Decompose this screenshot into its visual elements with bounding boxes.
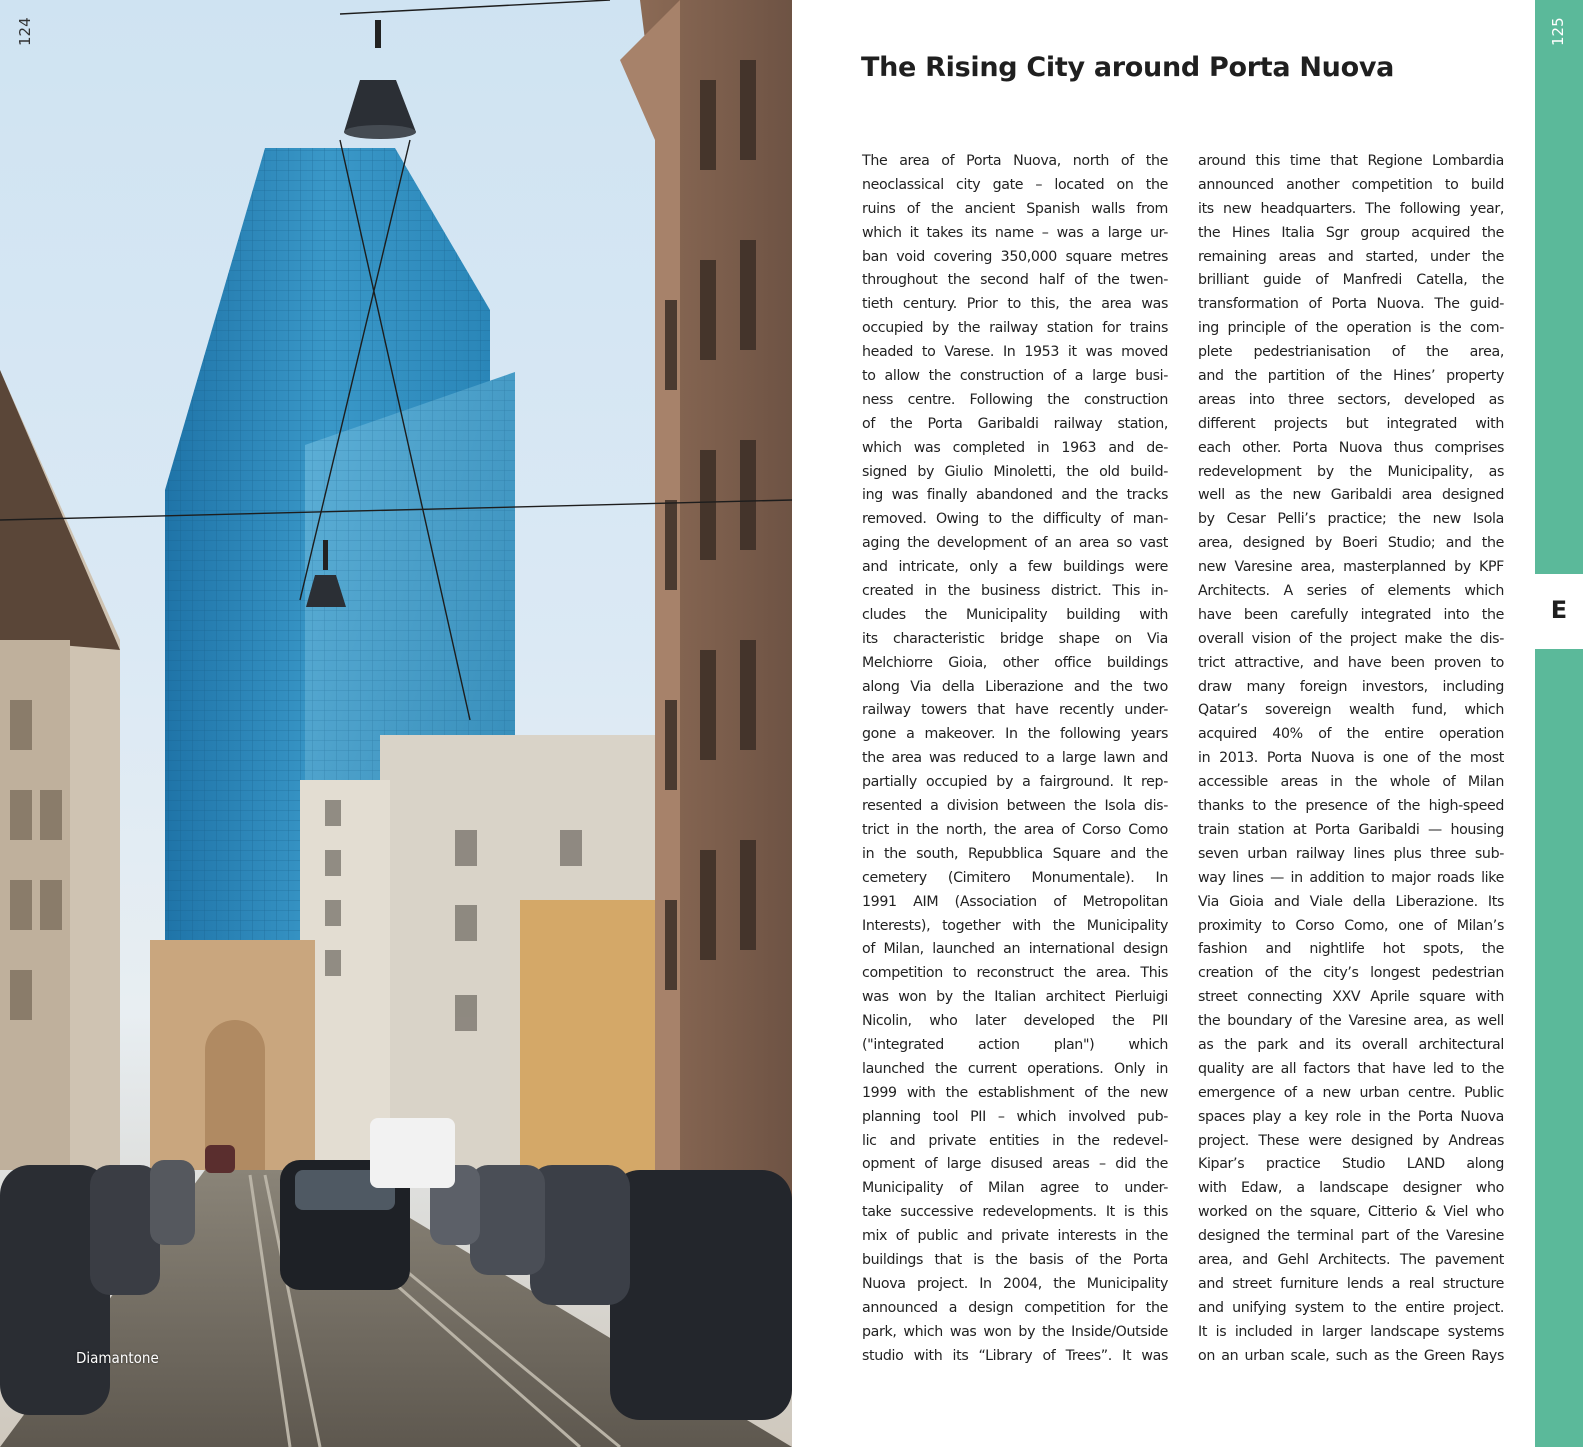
text-line: new Varesine area, masterplanned by KPF [1198, 559, 1504, 576]
text-line: street connecting XXV Aprile square with [1198, 989, 1504, 1006]
text-line: areas into three sectors, developed as [1198, 391, 1504, 408]
text-line: ing principle of the operation is the com- [1198, 320, 1504, 337]
text-line: remaining areas and started, under the [1198, 248, 1504, 265]
text-line: competition to reconstruct the area. This [862, 965, 1168, 982]
text-line: thanks to the presence of the high-speed [1198, 798, 1504, 815]
text-line: emergence of a new urban centre. Public [1198, 1084, 1504, 1101]
text-line: created in the business district. This in- [862, 583, 1168, 600]
text-line: It is included in larger landscape systems [1198, 1323, 1504, 1340]
text-line: neoclassical city gate – located on the [862, 176, 1168, 193]
section-letter: E [1550, 596, 1568, 624]
text-line: which was completed in 1963 and de- [862, 439, 1168, 456]
text-line: Nicolin, who later developed the PII [862, 1013, 1168, 1030]
text-line: Municipality of Milan agree to under- [862, 1180, 1168, 1197]
text-line: resented a division between the Isola dis- [862, 798, 1168, 815]
street-lamp-top [344, 20, 416, 139]
text-line: on an urban scale, such as the Green Rays [1198, 1347, 1504, 1364]
text-line: to allow the construction of a large busi- [862, 368, 1168, 385]
text-line: plete pedestrianisation of the area, [1198, 344, 1504, 361]
article-title: The Rising City around Porta Nuova [861, 52, 1395, 83]
text-line: Via Gioia and Viale della Liberazione. Its [1198, 893, 1504, 910]
text-line: acquired 40% of the entire operation [1198, 726, 1504, 743]
text-column-left [862, 150, 1168, 1368]
text-line: trict attractive, and have been proven to [1198, 654, 1504, 671]
text-line: project. These were designed by Andreas [1198, 1132, 1504, 1149]
text-line: 1991 AIM (Association of Metropolitan [862, 893, 1168, 910]
text-line: mix of public and private interests in the [862, 1228, 1168, 1245]
photo-caption: Diamantone [76, 1349, 159, 1367]
text-line: studio with its “Library of Trees”. It was [862, 1347, 1168, 1364]
text-line: Melchiorre Gioia, other office buildings [862, 654, 1168, 671]
text-line: redevelopment by the Municipality, as [1198, 463, 1504, 480]
text-line: removed. Owing to the difficulty of man- [862, 511, 1168, 528]
text-line: trict in the north, the area of Corso Como [862, 821, 1168, 838]
text-line: The area of Porta Nuova, north of the [862, 153, 1168, 169]
text-line: headed to Varese. In 1953 it was moved [862, 344, 1168, 361]
text-line: the Hines Italia Sgr group acquired the [1198, 224, 1504, 241]
text-line: Architects. A series of elements which [1198, 583, 1504, 600]
left-buildings [0, 370, 120, 1170]
text-line: draw many foreign investors, including [1198, 678, 1504, 695]
text-line: and intricate, only a few buildings were [862, 559, 1168, 576]
page-number-right: 125 [1549, 17, 1567, 46]
text-line: accessible areas in the whole of Milan [1198, 774, 1504, 791]
page-number-left: 124 [16, 17, 34, 46]
text-line: its characteristic bridge shape on Via [862, 630, 1168, 647]
text-line: announced a design competition for the [862, 1299, 1168, 1316]
text-line: the boundary of the Varesine area, as well [1198, 1013, 1504, 1030]
text-line: have been carefully integrated into the [1198, 606, 1504, 623]
text-line: worked on the square, Citterio & Viel who [1198, 1204, 1504, 1221]
text-line: ness centre. Following the construction [862, 391, 1168, 408]
text-line: around this time that Regione Lombardia [1198, 153, 1504, 169]
text-line: with Edaw, a landscape designer who [1198, 1180, 1504, 1197]
text-line: ruins of the ancient Spanish walls from [862, 200, 1168, 217]
text-line: transformation of Porta Nuova. The guid- [1198, 296, 1504, 313]
text-line: take successive redevelopments. It is this [862, 1204, 1168, 1221]
text-line: fashion and nightlife hot spots, the [1198, 941, 1504, 958]
text-line: of Milan, launched an international design [862, 941, 1168, 958]
text-line: ("integrated action plan") which [862, 1036, 1168, 1053]
text-line: was won by the Italian architect Pierluigi [862, 989, 1168, 1006]
text-line: Nuova project. In 2004, the Municipality [862, 1275, 1168, 1292]
text-line: Qatar’s sovereign wealth fund, which [1198, 702, 1504, 719]
text-line: aging the development of an area so vast [862, 535, 1168, 552]
text-line: gone a makeover. In the following years [862, 726, 1168, 743]
text-line: Interests), together with the Municipality [862, 917, 1168, 934]
text-line: train station at Porta Garibaldi — housing [1198, 821, 1504, 838]
text-line: each other. Porta Nuova thus comprises [1198, 439, 1504, 456]
text-line: throughout the second half of the twen- [862, 272, 1168, 289]
text-line: and the partition of the Hines’ property [1198, 368, 1504, 385]
text-line: way lines — in addition to major roads like [1198, 869, 1504, 886]
text-line: along Via della Liberazione and the two [862, 678, 1168, 695]
text-page [792, 0, 1583, 1447]
text-line: by Cesar Pelli’s practice; the new Isola [1198, 511, 1504, 528]
text-line: brilliant guide of Manfredi Catella, the [1198, 272, 1504, 289]
text-line: the area was reduced to a large lawn and [862, 750, 1168, 767]
text-line: ban void covering 350,000 square metres [862, 248, 1168, 265]
text-line: occupied by the railway station for trains [862, 320, 1168, 337]
text-line: of the Porta Garibaldi railway station, [862, 415, 1168, 432]
text-line: partially occupied by a fairground. It rep- [862, 774, 1168, 791]
text-line: spaces play a key role in the Porta Nuova [1198, 1108, 1504, 1125]
text-line: lic and private entities in the redevel- [862, 1132, 1168, 1149]
text-line: its new headquarters. The following year, [1198, 200, 1504, 217]
text-line: creation of the city’s longest pedestrian [1198, 965, 1504, 982]
text-column-right [1198, 150, 1504, 1368]
text-line: cludes the Municipality building with [862, 606, 1168, 623]
text-line: announced another competition to build [1198, 176, 1504, 193]
text-line: seven urban railway lines plus three sub- [1198, 845, 1504, 862]
text-line: planning tool PII – which involved pub- [862, 1108, 1168, 1125]
tab-bar-top [1535, 0, 1583, 574]
text-line: area, and Gehl Architects. The pavement [1198, 1251, 1504, 1268]
section-tab [1535, 0, 1583, 1447]
text-line: tieth century. Prior to this, the area was [862, 296, 1168, 313]
text-line: and unifying system to the entire project. [1198, 1299, 1504, 1316]
text-line: in 2013. Porta Nuova is one of the most [1198, 750, 1504, 767]
text-line: signed by Giulio Minoletti, the old build- [862, 463, 1168, 480]
text-line: and street furniture lends a real structure [1198, 1275, 1504, 1292]
text-line: Kipar’s practice Studio LAND along [1198, 1156, 1504, 1173]
text-line: launched the current operations. Only in [862, 1060, 1168, 1077]
text-line: area, designed by Boeri Studio; and the [1198, 535, 1504, 552]
text-line: which it takes its name – was a large ur- [862, 224, 1168, 241]
text-line: overall vision of the project make the dis- [1198, 630, 1504, 647]
text-line: as the park and its overall architectural [1198, 1036, 1504, 1053]
text-line: proximity to Corso Como, one of Milan’s [1198, 917, 1504, 934]
text-line: well as the new Garibaldi area designed [1198, 487, 1504, 504]
text-line: railway towers that have recently under- [862, 702, 1168, 719]
text-line: park, which was won by the Inside/Outside [862, 1323, 1168, 1340]
text-line: designed the terminal part of the Varesine [1198, 1228, 1504, 1245]
text-line: buildings that is the basis of the Porta [862, 1251, 1168, 1268]
text-line: in the south, Repubblica Square and the [862, 845, 1168, 862]
text-line: quality are all factors that have led to the [1198, 1060, 1504, 1077]
text-line: cemetery (Cimitero Monumentale). In [862, 869, 1168, 886]
text-line: 1999 with the establishment of the new [862, 1084, 1168, 1101]
text-line: ing was finally abandoned and the tracks [862, 487, 1168, 504]
text-line: different projects but integrated with [1198, 415, 1504, 432]
text-line: opment of large disused areas – did the [862, 1156, 1168, 1173]
tab-bar-bottom [1535, 649, 1583, 1447]
